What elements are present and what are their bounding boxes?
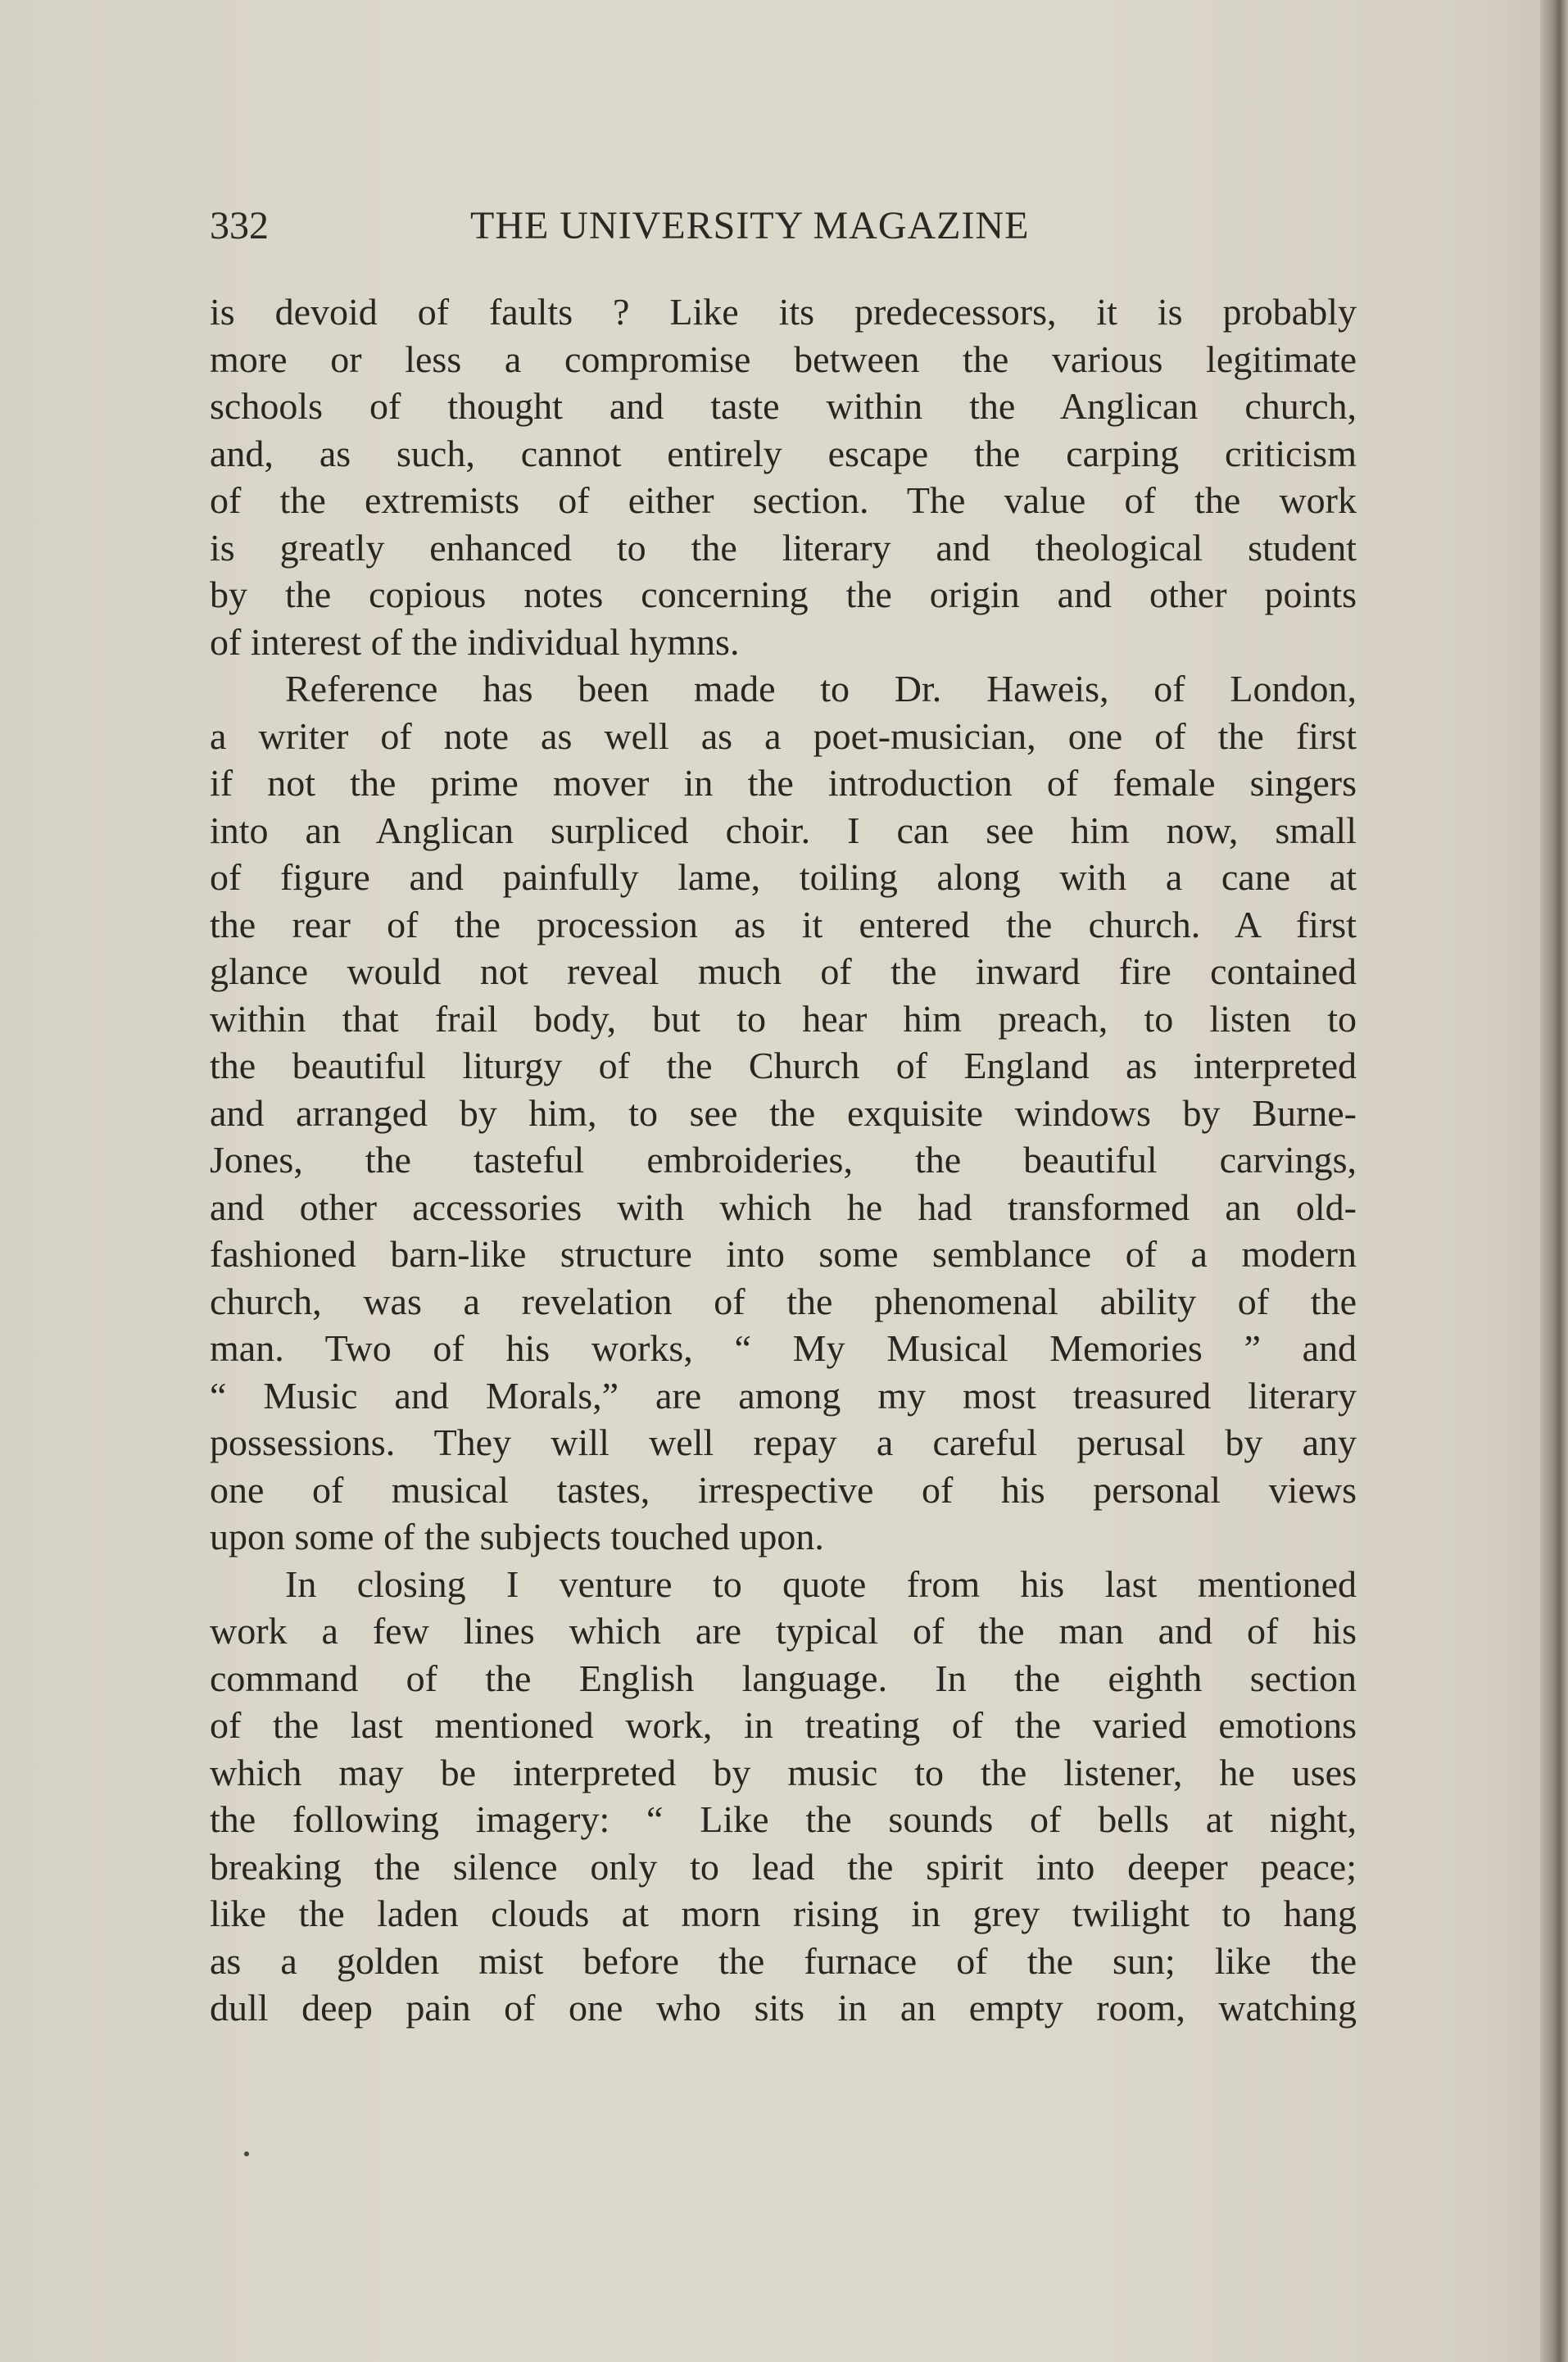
running-head (210, 203, 1111, 261)
text-line: church, was a revelation of the phenomenal ability of the (210, 1280, 1357, 1322)
text-line: one of musical tastes, irrespective of his personal views (210, 1468, 1357, 1511)
text-line: schools of thought and taste within the Anglican church, (210, 385, 1357, 427)
text-line: by the copious notes concerning the origin and other points (210, 573, 1357, 615)
text-line: breaking the silence only to lead the spirit into deeper peace; (210, 1845, 1357, 1888)
text-line: of figure and painfully lame, toiling along with a cane at (210, 856, 1357, 898)
text-line: and, as such, cannot entirely escape the carping criticism (210, 432, 1357, 474)
text-line: like the laden clouds at morn rising in grey twilight to hang (210, 1893, 1357, 1934)
text-line: of interest of the individual hymns. (210, 620, 740, 663)
text-line: a writer of note as well as a poet-musician, one of the first (210, 714, 1357, 757)
text-line: is devoid of faults ? Like its predecessors, it is probably (210, 291, 1357, 333)
text-line: the following imagery: “ Like the sounds of bells at night, (210, 1798, 1357, 1840)
body-text (210, 288, 1357, 2032)
text-line: glance would not reveal much of the inward fire contained (210, 950, 1357, 992)
text-line: possessions. They will well repay a careful perusal by any (210, 1421, 1357, 1463)
text-line: and arranged by him, to see the exquisite windows by Burne- (210, 1091, 1357, 1134)
text-line: upon some of the subjects touched upon. (210, 1516, 824, 1557)
text-line: within that frail body, but to hear him preach, to listen to (210, 997, 1357, 1040)
text-line: is greatly enhanced to the literary and theological student (210, 526, 1357, 569)
text-line: Jones, the tasteful embroideries, the beautiful carvings, (210, 1139, 1357, 1181)
ink-speck (244, 2151, 249, 2156)
text-line: dull deep pain of one who sits in an empty room, watching (210, 1987, 1357, 2029)
text-line: command of the English language. In the eighth section (210, 1657, 1357, 1699)
text-line: fashioned barn-like structure into some semblance of a modern (210, 1233, 1357, 1275)
text-line: the rear of the procession as it entered the church. A first (210, 903, 1357, 945)
text-line: into an Anglican surpliced choir. I can see him now, small (210, 809, 1357, 851)
text-line: work a few lines which are typical of the man and of his (210, 1610, 1357, 1652)
text-line: as a golden mist before the furnace of the sun; like the (210, 1939, 1357, 1982)
journal-title: THE UNIVERSITY MAGAZINE (470, 204, 1030, 247)
text-line: Reference has been made to Dr. Haweis, of London, (285, 668, 1357, 710)
text-line: man. Two of his works, “ My Musical Memories ” and (210, 1327, 1357, 1369)
text-line: of the extremists of either section. The value of the work (210, 479, 1357, 521)
text-line: In closing I venture to quote from his last mentioned (285, 1562, 1357, 1605)
text-line: “ Music and Morals,” are among my most treasured literary (210, 1374, 1357, 1417)
page-binding-edge (1540, 0, 1568, 2362)
text-line: of the last mentioned work, in treating of the varied emotions (210, 1704, 1357, 1746)
text-line: which may be interpreted by music to the listener, he uses (210, 1751, 1357, 1793)
page-number: 332 (210, 204, 269, 247)
text-line: more or less a compromise between the various legitimate (210, 338, 1357, 380)
text-line: the beautiful liturgy of the Church of England as interpreted (210, 1045, 1357, 1086)
text-line: and other accessories with which he had transformed an old- (210, 1186, 1357, 1228)
text-line: if not the prime mover in the introduction of female singers (210, 762, 1357, 804)
